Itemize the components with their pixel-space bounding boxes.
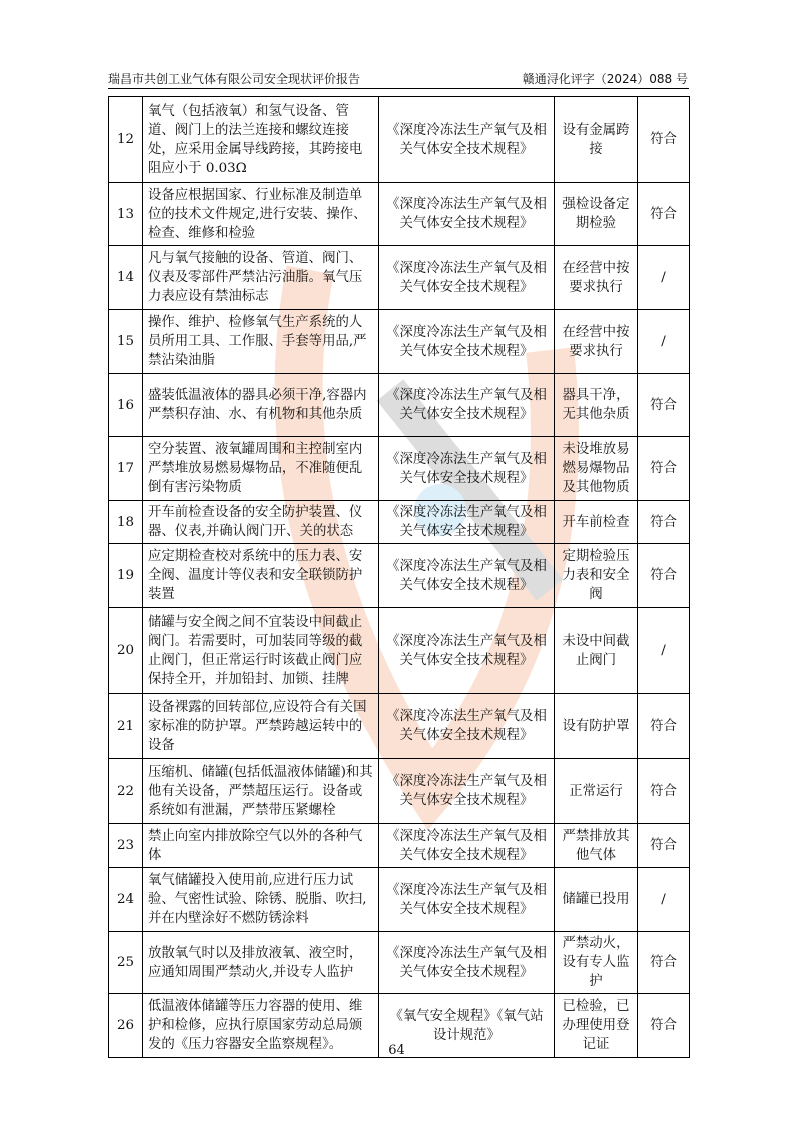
fact-cell: 强检设备定期检验 bbox=[555, 183, 638, 246]
row-number: 12 bbox=[109, 97, 143, 183]
row-number: 14 bbox=[109, 246, 143, 310]
fact-cell: 在经营中按要求执行 bbox=[555, 310, 638, 374]
result-cell: 符合 bbox=[638, 932, 690, 994]
fact-cell: 定期检验压力表和安全阀 bbox=[555, 544, 638, 608]
basis-cell: 《深度冷冻法生产氧气及相关气体安全技术规程》 bbox=[379, 932, 555, 994]
table-row bbox=[109, 694, 690, 759]
table-row bbox=[109, 544, 690, 608]
requirement-cell: 放散氧气时以及排放液氧、液空时，应通知周围严禁动火,并设专人监护 bbox=[143, 932, 379, 994]
fact-cell: 正常运行 bbox=[555, 759, 638, 824]
fact-cell: 严禁排放其他气体 bbox=[555, 824, 638, 868]
row-number: 22 bbox=[109, 759, 143, 824]
row-number: 16 bbox=[109, 374, 143, 437]
basis-cell: 《深度冷冻法生产氧气及相关气体安全技术规程》 bbox=[379, 501, 555, 544]
result-cell: 符合 bbox=[638, 183, 690, 246]
fact-cell: 储罐已投用 bbox=[555, 868, 638, 932]
basis-cell: 《氧气安全规程》《氧气站设计规范》 bbox=[379, 994, 555, 1058]
requirement-cell: 压缩机、储罐(包括低温液体储罐)和其他有关设备，严禁超压运行。设备或系统如有泄漏，严禁带压紧螺栓 bbox=[143, 759, 379, 824]
table-row bbox=[109, 246, 690, 310]
requirement-cell: 操作、维护、检修氧气生产系统的人员所用工具、工作服、手套等用品,严禁沾染油脂 bbox=[143, 310, 379, 374]
basis-cell: 《深度冷冻法生产氧气及相关气体安全技术规程》 bbox=[379, 310, 555, 374]
basis-cell: 《深度冷冻法生产氧气及相关气体安全技术规程》 bbox=[379, 374, 555, 437]
requirement-cell: 开车前检查设备的安全防护装置、仪器、仪表,并确认阀门开、关的状态 bbox=[143, 501, 379, 544]
fact-cell: 已检验，已办理使用登记证 bbox=[555, 994, 638, 1058]
report-title: 瑞昌市共创工业气体有限公司安全现状评价报告 bbox=[108, 72, 361, 86]
basis-cell: 《深度冷冻法生产氧气及相关气体安全技术规程》 bbox=[379, 437, 555, 501]
row-number: 18 bbox=[109, 501, 143, 544]
row-number: 19 bbox=[109, 544, 143, 608]
basis-cell: 《深度冷冻法生产氧气及相关气体安全技术规程》 bbox=[379, 183, 555, 246]
basis-cell: 《深度冷冻法生产氧气及相关气体安全技术规程》 bbox=[379, 608, 555, 694]
requirement-cell: 空分装置、液氧罐周围和主控制室内严禁堆放易燃易爆物品，不准随便乱倒有害污染物质 bbox=[143, 437, 379, 501]
basis-cell: 《深度冷冻法生产氧气及相关气体安全技术规程》 bbox=[379, 868, 555, 932]
fact-cell: 在经营中按要求执行 bbox=[555, 246, 638, 310]
requirement-cell: 禁止向室内排放除空气以外的各种气体 bbox=[143, 824, 379, 868]
result-cell: 符合 bbox=[638, 824, 690, 868]
table-row bbox=[109, 501, 690, 544]
basis-cell: 《深度冷冻法生产氧气及相关气体安全技术规程》 bbox=[379, 694, 555, 759]
requirement-cell: 低温液体储罐等压力容器的使用、维护和检修，应执行原国家劳动总局颁发的《压力容器安全监察规程》。 bbox=[143, 994, 379, 1058]
result-cell: / bbox=[638, 608, 690, 694]
fact-cell: 开车前检查 bbox=[555, 501, 638, 544]
evaluation-table bbox=[108, 96, 690, 1058]
table-row bbox=[109, 374, 690, 437]
fact-cell: 严禁动火，设有专人监护 bbox=[555, 932, 638, 994]
table-row bbox=[109, 868, 690, 932]
result-cell: 符合 bbox=[638, 437, 690, 501]
result-cell: 符合 bbox=[638, 994, 690, 1058]
row-number: 17 bbox=[109, 437, 143, 501]
table-row bbox=[109, 932, 690, 994]
basis-cell: 《深度冷冻法生产氧气及相关气体安全技术规程》 bbox=[379, 97, 555, 183]
header-rule bbox=[108, 88, 689, 89]
table-row bbox=[109, 824, 690, 868]
table-row bbox=[109, 310, 690, 374]
basis-cell: 《深度冷冻法生产氧气及相关气体安全技术规程》 bbox=[379, 246, 555, 310]
report-number: 赣通浔化评字（2024）088 号 bbox=[522, 72, 688, 86]
basis-cell: 《深度冷冻法生产氧气及相关气体安全技术规程》 bbox=[379, 824, 555, 868]
requirement-cell: 应定期检查校对系统中的压力表、安全阀、温度计等仪表和安全联锁防护装置 bbox=[143, 544, 379, 608]
requirement-cell: 设备裸露的回转部位,应设符合有关国家标准的防护罩。严禁跨越运转中的设备 bbox=[143, 694, 379, 759]
result-cell: / bbox=[638, 868, 690, 932]
result-cell: / bbox=[638, 246, 690, 310]
requirement-cell: 氧气储罐投入使用前,应进行压力试验、气密性试验、除锈、脱脂、吹扫,并在内壁涂好不燃防锈涂料 bbox=[143, 868, 379, 932]
table-row bbox=[109, 183, 690, 246]
table-row bbox=[109, 759, 690, 824]
result-cell: 符合 bbox=[638, 374, 690, 437]
fact-cell: 未设堆放易燃易爆物品及其他物质 bbox=[555, 437, 638, 501]
fact-cell: 设有防护罩 bbox=[555, 694, 638, 759]
requirement-cell: 氧气（包括液氧）和氢气设备、管道、阀门上的法兰连接和螺纹连接处，应采用金属导线跨接，其跨接电阻应小于 0.03Ω bbox=[143, 97, 379, 183]
row-number: 21 bbox=[109, 694, 143, 759]
result-cell: 符合 bbox=[638, 97, 690, 183]
result-cell: 符合 bbox=[638, 544, 690, 608]
result-cell: 符合 bbox=[638, 501, 690, 544]
result-cell: 符合 bbox=[638, 759, 690, 824]
row-number: 26 bbox=[109, 994, 143, 1058]
basis-cell: 《深度冷冻法生产氧气及相关气体安全技术规程》 bbox=[379, 759, 555, 824]
basis-cell: 《深度冷冻法生产氧气及相关气体安全技术规程》 bbox=[379, 544, 555, 608]
fact-cell: 未设中间截止阀门 bbox=[555, 608, 638, 694]
row-number: 23 bbox=[109, 824, 143, 868]
requirement-cell: 设备应根据国家、行业标准及制造单位的技术文件规定,进行安装、操作、检查、维修和检验 bbox=[143, 183, 379, 246]
table-row bbox=[109, 608, 690, 694]
result-cell: 符合 bbox=[638, 694, 690, 759]
table-row bbox=[109, 437, 690, 501]
fact-cell: 设有金属跨接 bbox=[555, 97, 638, 183]
requirement-cell: 盛装低温液体的器具必须干净,容器内严禁积存油、水、有机物和其他杂质 bbox=[143, 374, 379, 437]
requirement-cell: 储罐与安全阀之间不宜装设中间截止阀门。若需要时，可加装同等级的截止阀门，但正常运行时该截止阀门应保持全开，并加铅封、加锁、挂牌 bbox=[143, 608, 379, 694]
row-number: 20 bbox=[109, 608, 143, 694]
requirement-cell: 凡与氧气接触的设备、管道、阀门、仪表及零部件严禁沾污油脂。氧气压力表应设有禁油标志 bbox=[143, 246, 379, 310]
result-cell: / bbox=[638, 310, 690, 374]
row-number: 13 bbox=[109, 183, 143, 246]
fact-cell: 器具干净，无其他杂质 bbox=[555, 374, 638, 437]
row-number: 24 bbox=[109, 868, 143, 932]
row-number: 15 bbox=[109, 310, 143, 374]
table-row bbox=[109, 97, 690, 183]
page-number: 64 bbox=[388, 1043, 405, 1058]
row-number: 25 bbox=[109, 932, 143, 994]
